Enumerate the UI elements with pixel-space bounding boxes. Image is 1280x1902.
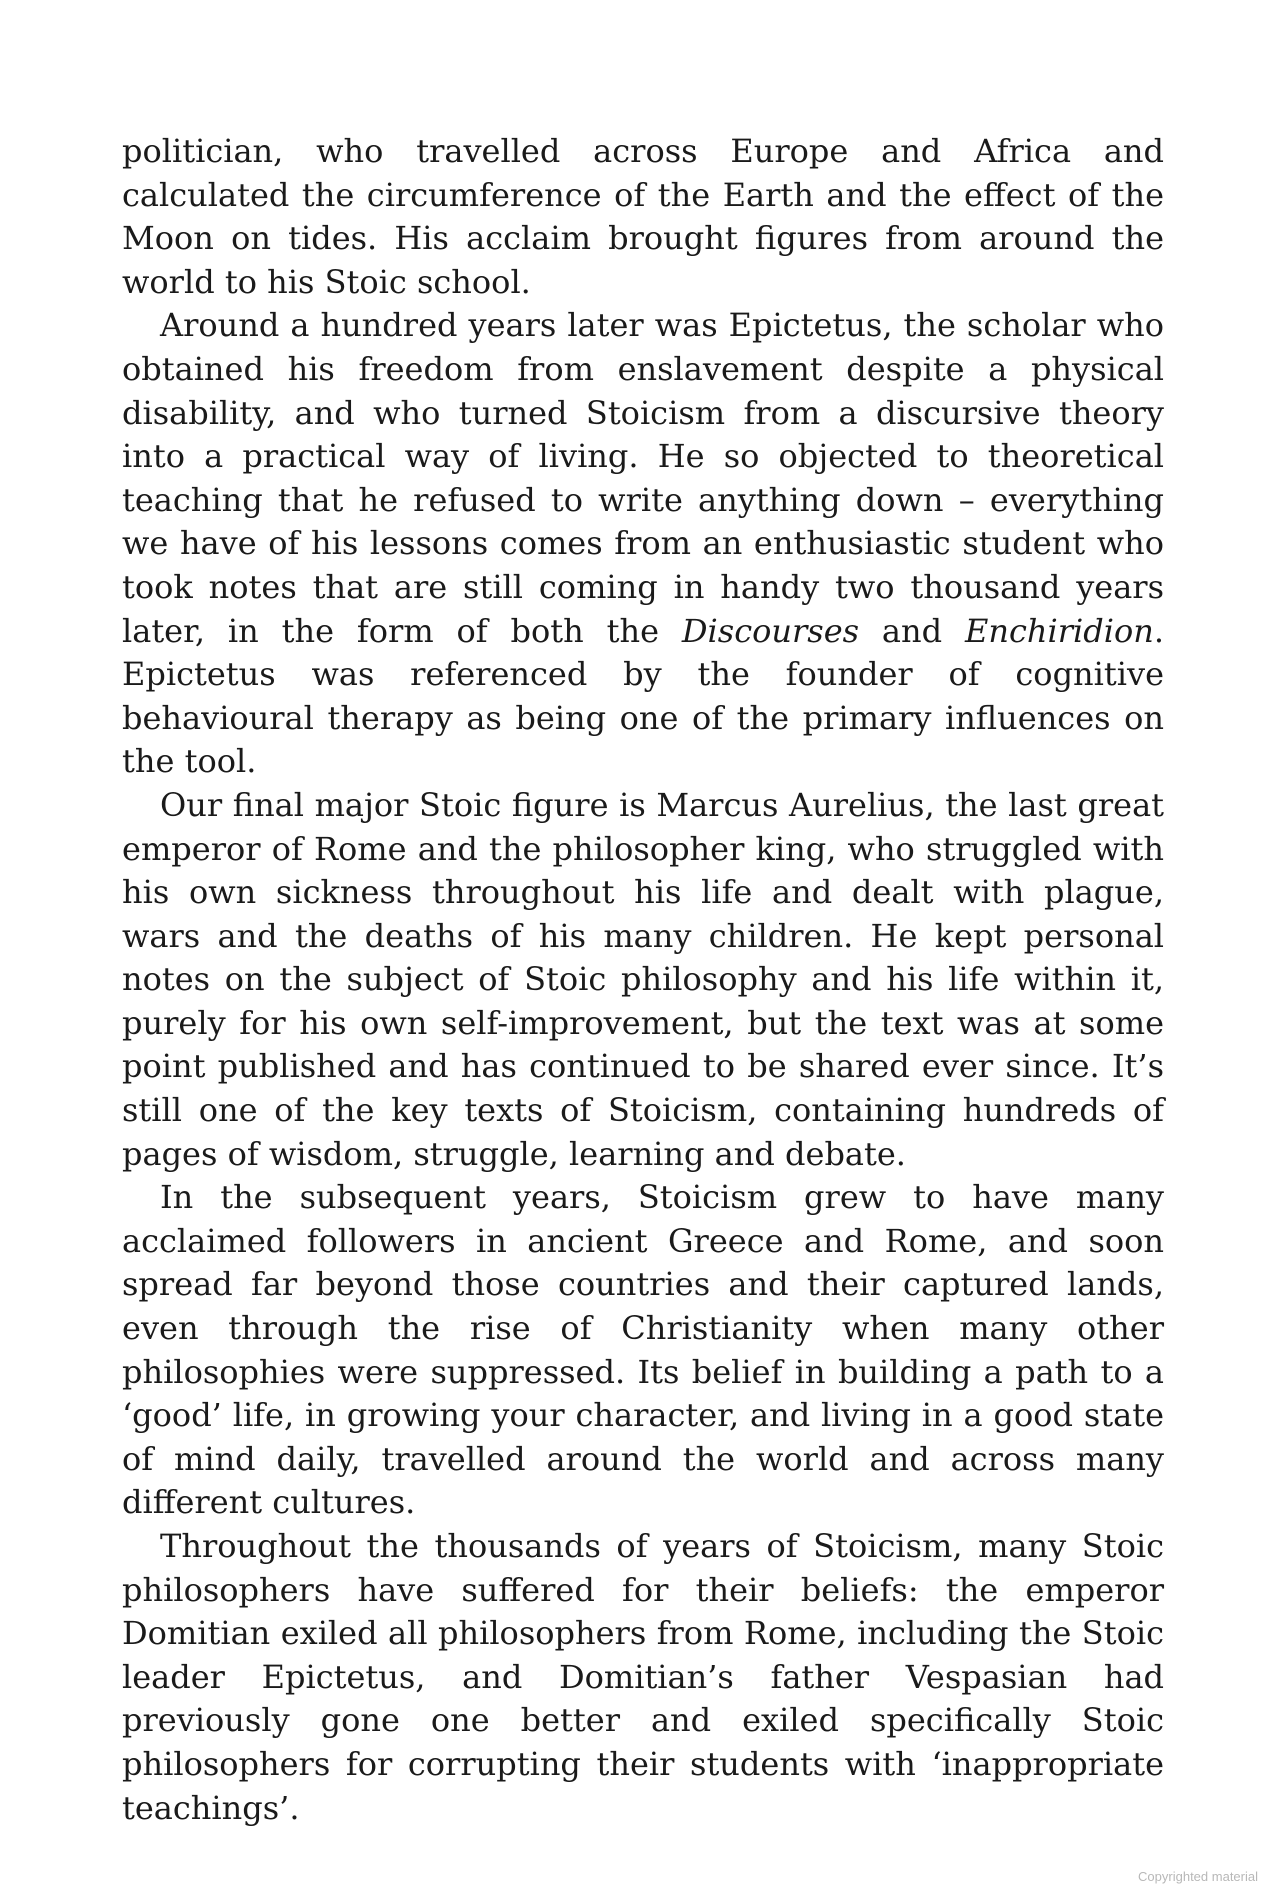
paragraph-text: Around a hundred years later was Epictetus, the scholar who obtained his freedom from enslavement despite a physical disability, and who turned Stoicism from a discursive theory into a practical way of living. He so objected to theoretical teaching that he refused to write anything down – everything we have of his lessons comes from an enthusiastic student who took notes that are still coming in handy two thousand years later, in the form of both the [122,306,1164,650]
paragraph-text: politician, who travelled across Europe and Africa and calculated the circumference of the Earth and the effect of the Moon on tides. His acclaim brought figures from around the world to his Stoic school. [122,132,1164,301]
paragraph-text: and [859,611,965,650]
paragraph-3 [122,784,1164,1176]
book-title-discourses: Discourses [681,611,860,650]
book-page-body [122,130,1164,1830]
paragraph-5 [122,1525,1164,1830]
paragraph-text: . Epictetus was referenced by the founder of cognitive behavioural therapy as being one of the primary influences on the tool. [122,611,1165,781]
paragraph-4 [122,1176,1164,1525]
paragraph-text: Throughout the thousands of years of Stoicism, many Stoic philosophers have suffered for their beliefs: the emperor Domitian exiled all philosophers from Rome, including the Stoic leader Epictetus, and Domitian’s father Vespasian had previously gone one better and exiled specifically Stoic philosophers for corrupting their students with ‘inappropriate teachings’. [122,1527,1164,1827]
paragraph-text: In the subsequent years, Stoicism grew to have many acclaimed followers in ancient Greece and Rome, and soon spread far beyond those countries and their captured lands, even through the rise of Christianity when many other philosophies were suppressed. Its belief in building a path to a ‘good’ life, in growing your character, and living in a good state of mind daily, travelled around the world and across many different cultures. [122,1178,1164,1522]
paragraph-1 [122,130,1164,304]
copyright-watermark: Copyrighted material [1138,1869,1258,1884]
paragraph-2 [122,304,1164,784]
book-title-enchiridion: Enchiridion [964,611,1154,650]
paragraph-text: Our final major Stoic figure is Marcus Aurelius, the last great emperor of Rome and the philosopher king, who struggled with his own sickness throughout his life and dealt with plague, wars and the deaths of his many children. He kept personal notes on the subject of Stoic philosophy and his life within it, purely for his own self-improvement, but the text was at some point published and has continued to be shared ever since. It’s still one of the key texts of Stoicism, containing hundreds of pages of wisdom, struggle, learning and debate. [122,785,1164,1173]
